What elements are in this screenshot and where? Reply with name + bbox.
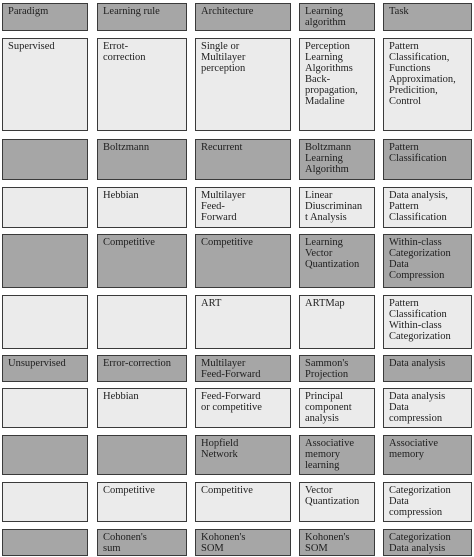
header-cell-task: Task	[383, 3, 472, 31]
table-cell: Associative memory learning	[299, 435, 375, 475]
table-cell: Feed-Forward or competitive	[195, 388, 291, 428]
table-cell: ARTMap	[299, 295, 375, 349]
table-cell: Associative memory	[383, 435, 472, 475]
table-cell: Competitive	[97, 482, 187, 522]
table-cell: Kohonen's SOM	[195, 529, 291, 556]
table-cell: Principal component analysis	[299, 388, 375, 428]
table-cell: Linear Diuscriminan t Analysis	[299, 187, 375, 228]
table-cell	[97, 435, 187, 475]
table-cell: Pattern Classification	[383, 139, 472, 180]
header-cell-learning-algorithm: Learning algorithm	[299, 3, 375, 31]
table-cell: Recurrent	[195, 139, 291, 180]
table-cell: Data analysis Data compression	[383, 388, 472, 428]
table-cell: Categorization Data compression	[383, 482, 472, 522]
table-cell: Error-correction	[97, 355, 187, 382]
table-cell: Hopfield Network	[195, 435, 291, 475]
table-cell: Kohonen's SOM	[299, 529, 375, 556]
table-cell	[2, 482, 88, 522]
header-cell-learning-rule: Learning rule	[97, 3, 187, 31]
table-cell: Vector Quantization	[299, 482, 375, 522]
table-cell: Data analysis, Pattern Classification	[383, 187, 472, 228]
table-cell: Cohonen's sum	[97, 529, 187, 556]
table-cell: Errot- correction	[97, 38, 187, 131]
table-cell: Hebbian	[97, 388, 187, 428]
table-cell: Unsupervised	[2, 355, 88, 382]
table-cell: Pattern Classification Within-class Categorization	[383, 295, 472, 349]
table-cell	[2, 234, 88, 288]
table-cell: Single or Multilayer perception	[195, 38, 291, 131]
table-cell	[2, 529, 88, 556]
table-cell: Supervised	[2, 38, 88, 131]
table-cell: Learning Vector Quantization	[299, 234, 375, 288]
table-cell	[97, 295, 187, 349]
table-cell: Pattern Classification, Functions Approximation, Predicition, Control	[383, 38, 472, 131]
table-cell	[2, 388, 88, 428]
table-cell: Multilayer Feed- Forward	[195, 187, 291, 228]
table-cell: ART	[195, 295, 291, 349]
table-cell: Within-class Categorization Data Compression	[383, 234, 472, 288]
table-cell: Competitive	[195, 234, 291, 288]
table-cell: Competitive	[97, 234, 187, 288]
table-cell: Multilayer Feed-Forward	[195, 355, 291, 382]
header-cell-architecture: Architecture	[195, 3, 291, 31]
table-cell: Boltzmann Learning Algorithm	[299, 139, 375, 180]
table-cell: Competitive	[195, 482, 291, 522]
header-cell-paradigm: Paradigm	[2, 3, 88, 31]
table-cell: Hebbian	[97, 187, 187, 228]
table-cell: Sammon's Projection	[299, 355, 375, 382]
table-cell: Perception Learning Algorithms Back- propagation, Madaline	[299, 38, 375, 131]
table-cell	[2, 435, 88, 475]
table-cell	[2, 187, 88, 228]
table-cell	[2, 295, 88, 349]
table-cell: Categorization Data analysis	[383, 529, 472, 556]
table-cell	[2, 139, 88, 180]
table-cell: Boltzmann	[97, 139, 187, 180]
table-cell: Data analysis	[383, 355, 472, 382]
